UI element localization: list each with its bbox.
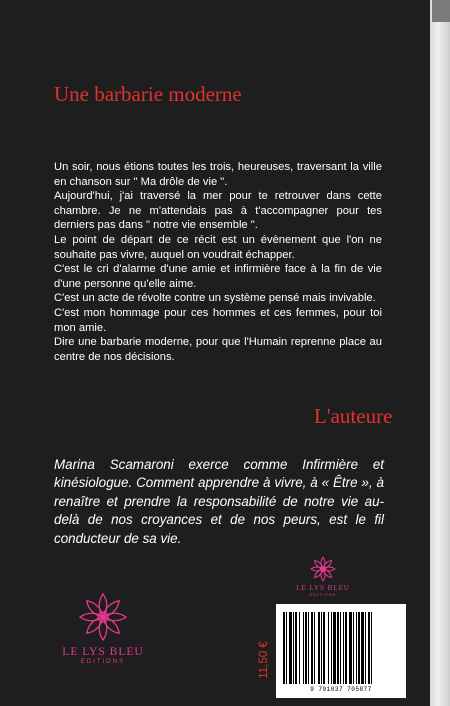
publisher-logo-small [296,556,350,597]
synopsis-paragraph: Un soir, nous étions toutes les trois, heureuses, traversant la ville en chanson sur " Ma drôle de vie ". [54,161,382,188]
synopsis-paragraph: Aujourd'hui, j'ai traversé la mer pour te retrouver dans cette chambre. Je ne m'attendais pas à t'accompagner pour tes derniers pas dans " notre vie ensemble ". [54,190,382,232]
synopsis-paragraph: Le point de départ de ce récit est un évènement que l'on ne souhaite pas vivre, auquel on voudrait échapper. [54,233,382,261]
barcode [276,604,406,698]
author-heading: L'auteure [314,404,393,428]
synopsis-paragraph: C'est mon hommage pour ces hommes et ces femmes, pour toi mon amie. [54,306,382,334]
synopsis-paragraph: C'est le cri d'alarme d'une amie et infirmière face à la fin de vie d'une personne qu'elle aime. [54,263,382,290]
price-text: 11,50 € [258,641,270,679]
synopsis-paragraph: C'est un acte de révolte contre un système pensé mais invivable. [54,292,376,305]
page-edge [430,0,450,706]
lotus-icon [78,592,128,642]
synopsis-paragraph: Dire une barbarie moderne, pour que l'Humain reprenne place au centre de nos décisions. [54,336,382,363]
publisher-sub: ÉDITIONS [80,659,126,665]
publisher-logo [62,592,144,665]
price-label [256,630,272,690]
barcode-bars [283,612,399,684]
publisher-sub-small: ÉDITIONS [309,592,337,597]
book-title: Une barbarie moderne [54,82,242,106]
isbn-number: 9 791037 705877 [310,686,372,693]
synopsis [54,160,382,364]
publisher-name: LE LYS BLEU [62,646,144,658]
lotus-icon [310,556,336,582]
publisher-name-small: LE LYS BLEU [296,584,350,592]
author-bio: Marina Scamaroni exerce comme Infirmière et kinésiologue. Comment apprendre à vivre, à « Être », à renaître et prendre la responsabilité de notre vie au-delà de nos croyances et de nos peurs, est le fil conducteur de sa vie. [54,457,384,546]
page-edge-top [432,0,450,22]
